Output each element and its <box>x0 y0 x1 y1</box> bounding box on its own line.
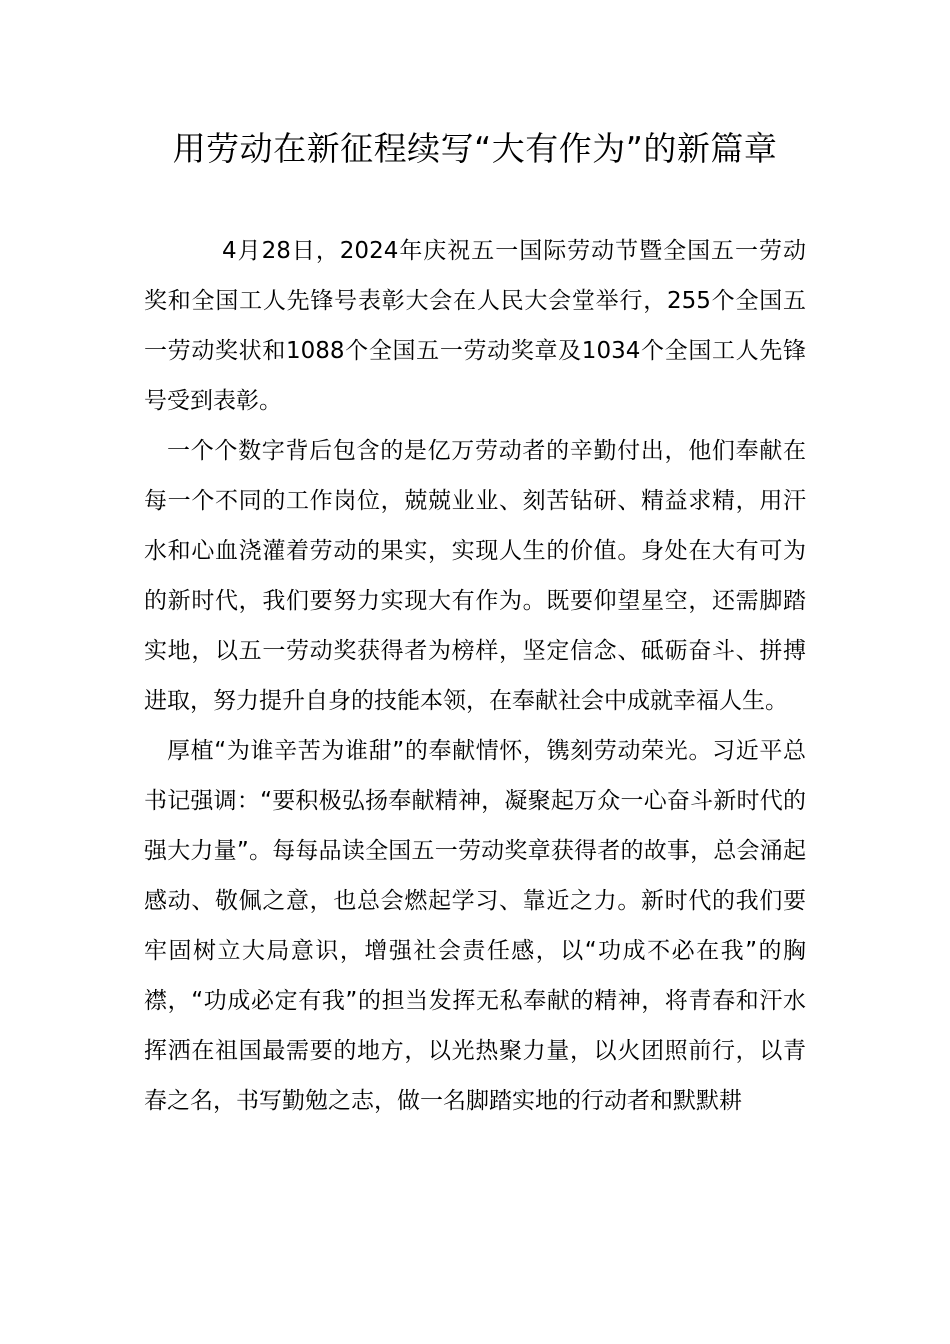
document-title: 用劳动在新征程续写“大有作为”的新篇章 <box>172 129 778 168</box>
document-body <box>144 226 806 1126</box>
paragraph-award-ceremony: 4月28日，2024年庆祝五一国际劳动节暨全国五一劳动奖和全国工人先锋号表彰大会在人民大会堂举行，255个全国五一劳动奖状和1088个全国五一劳动奖章及1034个全国工人先锋号受到表彰。 <box>144 238 806 414</box>
paragraph-spirit-of-dedication: 厚植“为谁辛苦为谁甜”的奉献情怀，镌刻劳动荣光。习近平总书记强调：“要积极弘扬奉献精神，凝聚起万众一心奋斗新时代的强大力量”。每每品读全国五一劳动奖章获得者的故事，总会涌起感动、敬佩之意，也总会燃起学习、靠近之力。新时代的我们要牢固树立大局意识，增强社会责任感，以“功成不必在我”的胸襟，“功成必定有我”的担当发挥无私奉献的精神，将青春和汗水挥洒在祖国最需要的地方，以光热聚力量，以火团照前行，以青春之名，书写勤勉之志，做一名脚踏实地的行动者和默默耕 <box>144 738 806 1114</box>
paragraph-workers-dedication: 一个个数字背后包含的是亿万劳动者的辛勤付出，他们奉献在每一个不同的工作岗位，兢兢业业、刻苦钻研、精益求精，用汗水和心血浇灌着劳动的果实，实现人生的价值。身处在大有可为的新时代，我们要努力实现大有作为。既要仰望星空，还需脚踏实地，以五一劳动奖获得者为榜样，坚定信念、砥砺奋斗、拼搏进取，努力提升自身的技能本领，在奉献社会中成就幸福人生。 <box>144 438 806 714</box>
